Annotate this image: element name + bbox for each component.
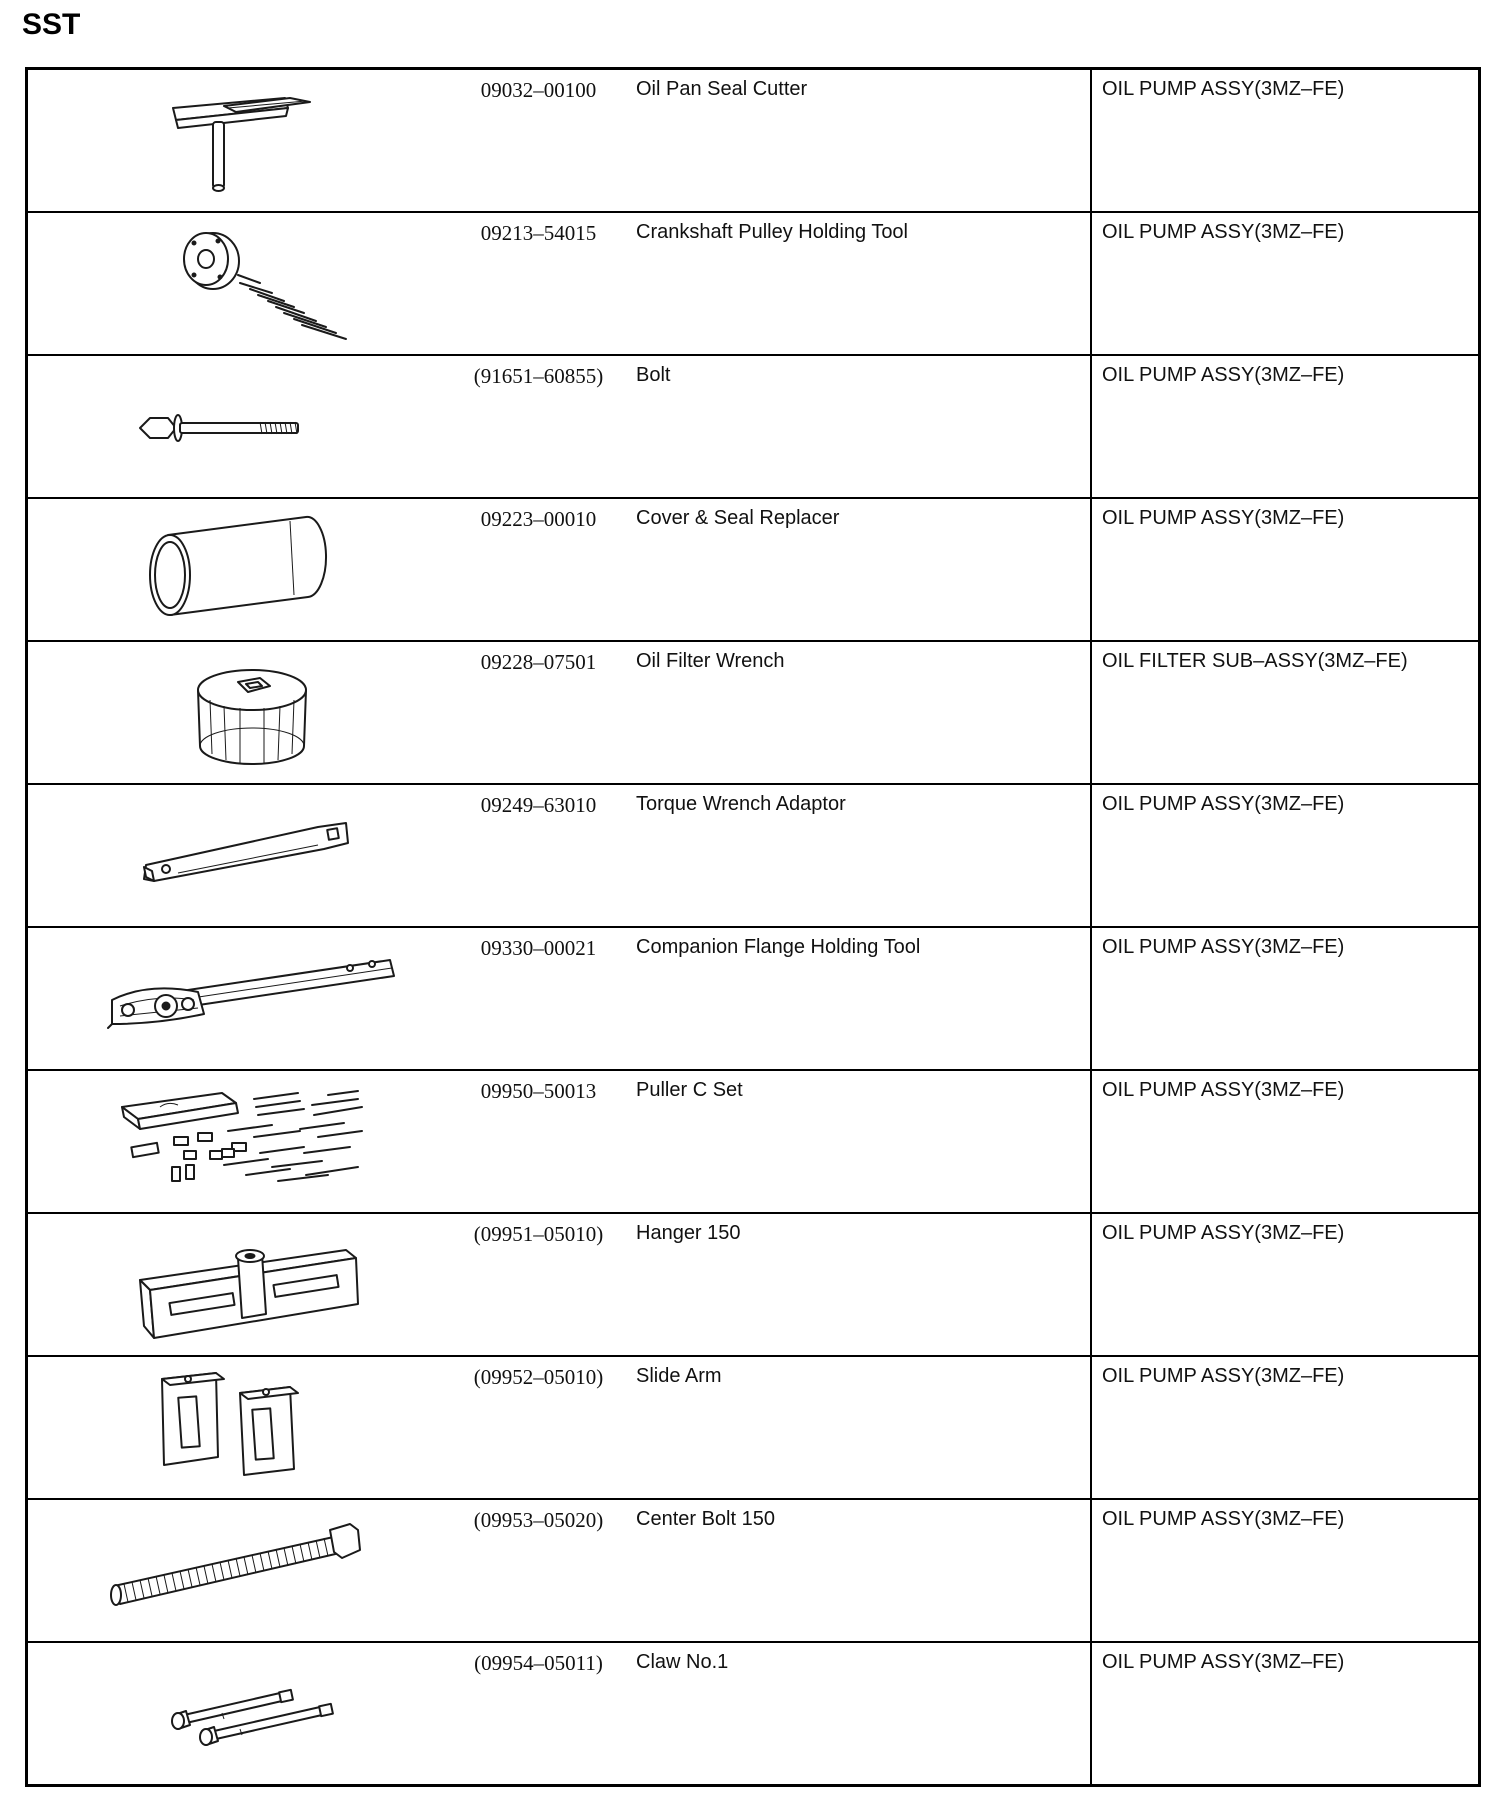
usage-text: OIL PUMP ASSY(3MZ–FE)	[1102, 1365, 1345, 1387]
part-number: 09330–00021	[480, 936, 597, 960]
part-number: (09951–05010)	[473, 1222, 604, 1246]
part-number: (09954–05011)	[474, 1651, 603, 1675]
usage-text: OIL PUMP ASSY(3MZ–FE)	[1102, 364, 1345, 386]
flange-holding-tool-icon	[28, 928, 448, 1069]
table-row	[27, 1499, 1480, 1642]
slide-arm-icon	[28, 1357, 448, 1498]
part-name: Hanger 150	[636, 1222, 741, 1244]
table-row	[27, 1213, 1480, 1356]
usage-text: OIL PUMP ASSY(3MZ–FE)	[1102, 1222, 1345, 1244]
claw-icon	[28, 1643, 448, 1784]
part-number: (09953–05020)	[473, 1508, 604, 1532]
usage-text: OIL PUMP ASSY(3MZ–FE)	[1102, 78, 1345, 100]
table-row	[27, 498, 1480, 641]
part-number: 09228–07501	[480, 650, 597, 674]
sst-table	[25, 67, 1481, 1787]
hanger-icon	[28, 1214, 448, 1355]
part-number: (91651–60855)	[473, 364, 604, 388]
part-number: 09223–00010	[480, 507, 597, 531]
usage-text: OIL PUMP ASSY(3MZ–FE)	[1102, 221, 1345, 243]
bolt-icon	[28, 356, 448, 497]
part-name: Claw No.1	[636, 1651, 729, 1673]
usage-text: OIL PUMP ASSY(3MZ–FE)	[1102, 1508, 1345, 1530]
part-name: Torque Wrench Adaptor	[636, 793, 846, 815]
usage-text: OIL PUMP ASSY(3MZ–FE)	[1102, 1079, 1345, 1101]
part-number: 09032–00100	[480, 78, 597, 102]
part-name: Slide Arm	[636, 1365, 722, 1387]
table-row	[27, 355, 1480, 498]
pulley-holding-tool-icon	[28, 213, 448, 354]
page-title: SST	[22, 8, 81, 41]
part-number: 09213–54015	[480, 221, 597, 245]
puller-set-icon	[28, 1071, 448, 1212]
torque-adaptor-icon	[28, 785, 448, 926]
table-row	[27, 927, 1480, 1070]
usage-text: OIL PUMP ASSY(3MZ–FE)	[1102, 793, 1345, 815]
table-row	[27, 212, 1480, 355]
part-name: Bolt	[636, 364, 671, 386]
usage-text: OIL FILTER SUB–ASSY(3MZ–FE)	[1102, 650, 1408, 672]
part-name: Puller C Set	[636, 1079, 743, 1101]
part-name: Center Bolt 150	[636, 1508, 775, 1530]
seal-cutter-icon	[28, 70, 448, 211]
part-name: Cover & Seal Replacer	[636, 507, 840, 529]
filter-wrench-icon	[28, 642, 448, 783]
part-number: 09950–50013	[480, 1079, 597, 1103]
part-name: Oil Filter Wrench	[636, 650, 785, 672]
table-row	[27, 784, 1480, 927]
usage-text: OIL PUMP ASSY(3MZ–FE)	[1102, 936, 1345, 958]
table-row	[27, 69, 1480, 213]
part-number: (09952–05010)	[473, 1365, 604, 1389]
seal-replacer-icon	[28, 499, 448, 640]
part-name: Oil Pan Seal Cutter	[636, 78, 808, 100]
usage-text: OIL PUMP ASSY(3MZ–FE)	[1102, 1651, 1345, 1673]
part-number: 09249–63010	[480, 793, 597, 817]
center-bolt-icon	[28, 1500, 448, 1641]
part-name: Crankshaft Pulley Holding Tool	[636, 221, 909, 243]
part-name: Companion Flange Holding Tool	[636, 936, 921, 958]
table-row	[27, 1356, 1480, 1499]
table-row	[27, 641, 1480, 784]
usage-text: OIL PUMP ASSY(3MZ–FE)	[1102, 507, 1345, 529]
table-row	[27, 1070, 1480, 1213]
table-row	[27, 1642, 1480, 1786]
